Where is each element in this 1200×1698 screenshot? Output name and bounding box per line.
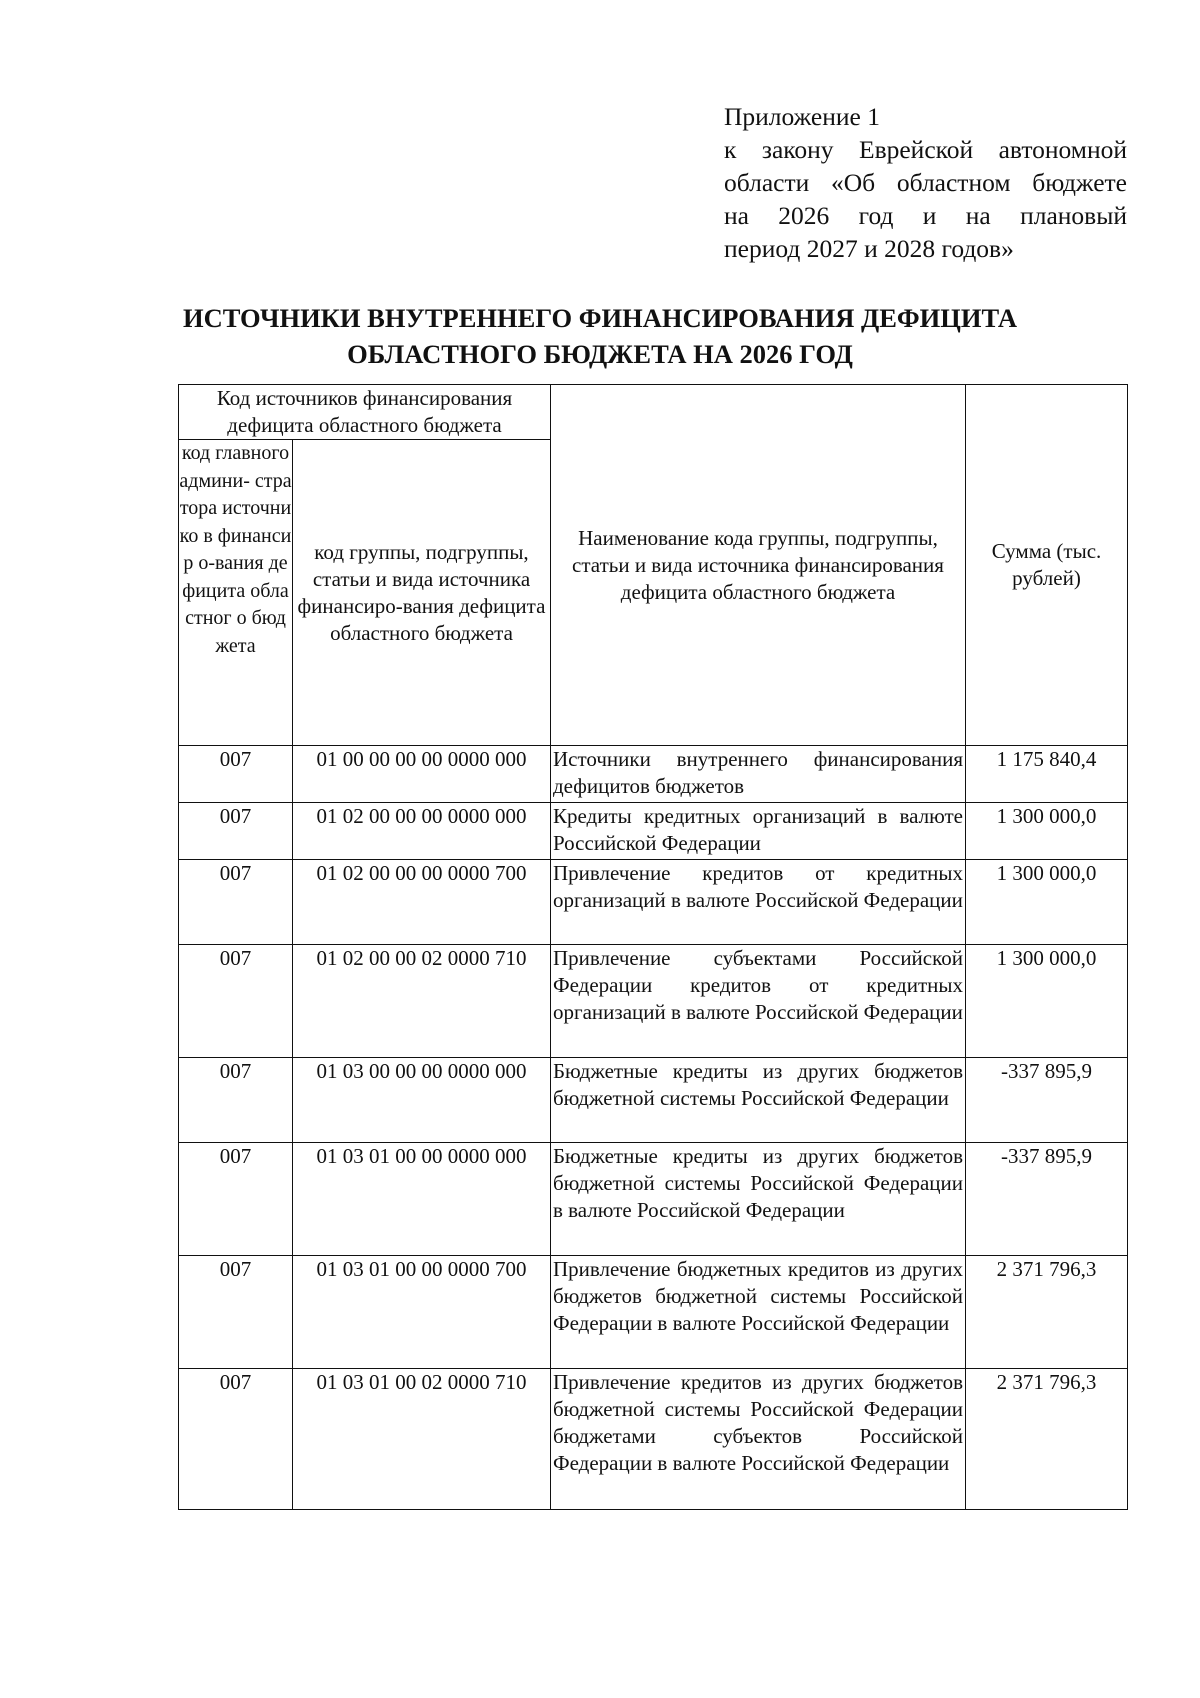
admin-code-cell: 007: [179, 1058, 293, 1143]
source-code-cell: 01 02 00 00 00 0000 700: [293, 860, 551, 945]
title-line-1: ИСТОЧНИКИ ВНУТРЕННЕГО ФИНАНСИРОВАНИЯ ДЕФИЦИТА: [182, 303, 1018, 333]
appendix-line-2: к закону Еврейской автономной: [724, 135, 1127, 164]
table-row: [179, 1058, 1128, 1143]
source-code-cell: 01 00 00 00 00 0000 000: [293, 746, 551, 803]
source-name-cell: Источники внутреннего финансирования дефицитов бюджетов: [551, 746, 966, 803]
document-title: [0, 300, 1200, 372]
header-admin-code: код главного админи- стратора источнико в финансир о-вания дефицита областног о бюджета: [179, 440, 293, 746]
table-row: [179, 860, 1128, 945]
admin-code-cell: 007: [179, 860, 293, 945]
header-sum: Сумма (тыс. рублей): [966, 385, 1128, 746]
source-name-cell: Привлечение кредитов от кредитных организаций в валюте Российской Федерации: [551, 860, 966, 945]
source-code-cell: 01 03 01 00 02 0000 710: [293, 1369, 551, 1510]
appendix-line-3: области «Об областном бюджете: [724, 168, 1127, 197]
source-code-cell: 01 02 00 00 02 0000 710: [293, 945, 551, 1058]
source-name-cell: Привлечение бюджетных кредитов из других бюджетов бюджетной системы Российской Федерации в валюте Российской Федерации: [551, 1256, 966, 1369]
sum-cell: 1 300 000,0: [966, 803, 1128, 860]
title-line-2: ОБЛАСТНОГО БЮДЖЕТА НА 2026 ГОД: [347, 339, 853, 369]
admin-code-cell: 007: [179, 945, 293, 1058]
sum-cell: 1 175 840,4: [966, 746, 1128, 803]
appendix-line-5: период 2027 и 2028 годов»: [724, 234, 1014, 263]
table-row: [179, 945, 1128, 1058]
admin-code-cell: 007: [179, 746, 293, 803]
source-code-cell: 01 03 01 00 00 0000 000: [293, 1143, 551, 1256]
admin-code-cell: 007: [179, 1256, 293, 1369]
header-source-code: код группы, подгруппы, статьи и вида источника финансиро-вания дефицита областного бюджета: [293, 440, 551, 746]
sum-cell: 1 300 000,0: [966, 860, 1128, 945]
table-row: [179, 803, 1128, 860]
sum-cell: 2 371 796,3: [966, 1369, 1128, 1510]
source-name-cell: Привлечение кредитов из других бюджетов бюджетной системы Российской Федерации бюджетами субъектов Российской Федерации в валюте Российской Федерации: [551, 1369, 966, 1510]
appendix-line-1: Приложение 1: [724, 102, 880, 131]
table-row: [179, 1143, 1128, 1256]
sum-cell: 1 300 000,0: [966, 945, 1128, 1058]
sum-cell: 2 371 796,3: [966, 1256, 1128, 1369]
appendix-note: [724, 100, 1127, 265]
source-name-cell: Кредиты кредитных организаций в валюте Российской Федерации: [551, 803, 966, 860]
source-name-cell: Бюджетные кредиты из других бюджетов бюджетной системы Российской Федерации в валюте Российской Федерации: [551, 1143, 966, 1256]
admin-code-cell: 007: [179, 1369, 293, 1510]
source-name-cell: Бюджетные кредиты из других бюджетов бюджетной системы Российской Федерации: [551, 1058, 966, 1143]
source-code-cell: 01 03 00 00 00 0000 000: [293, 1058, 551, 1143]
source-code-cell: 01 02 00 00 00 0000 000: [293, 803, 551, 860]
sum-cell: -337 895,9: [966, 1058, 1128, 1143]
header-row-1: [179, 385, 1128, 440]
header-code-group: Код источников финансирования дефицита областного бюджета: [179, 385, 551, 440]
table-row: [179, 1256, 1128, 1369]
admin-code-cell: 007: [179, 1143, 293, 1256]
header-name: Наименование кода группы, подгруппы, статьи и вида источника финансирования дефицита областного бюджета: [551, 385, 966, 746]
financing-sources-table: [178, 384, 1128, 1510]
appendix-line-4: на 2026 год и на плановый: [724, 201, 1127, 230]
source-name-cell: Привлечение субъектами Российской Федерации кредитов от кредитных организаций в валюте Российской Федерации: [551, 945, 966, 1058]
source-code-cell: 01 03 01 00 00 0000 700: [293, 1256, 551, 1369]
table-row: [179, 1369, 1128, 1510]
table-row: [179, 746, 1128, 803]
admin-code-cell: 007: [179, 803, 293, 860]
table-body: [179, 746, 1128, 1510]
sum-cell: -337 895,9: [966, 1143, 1128, 1256]
